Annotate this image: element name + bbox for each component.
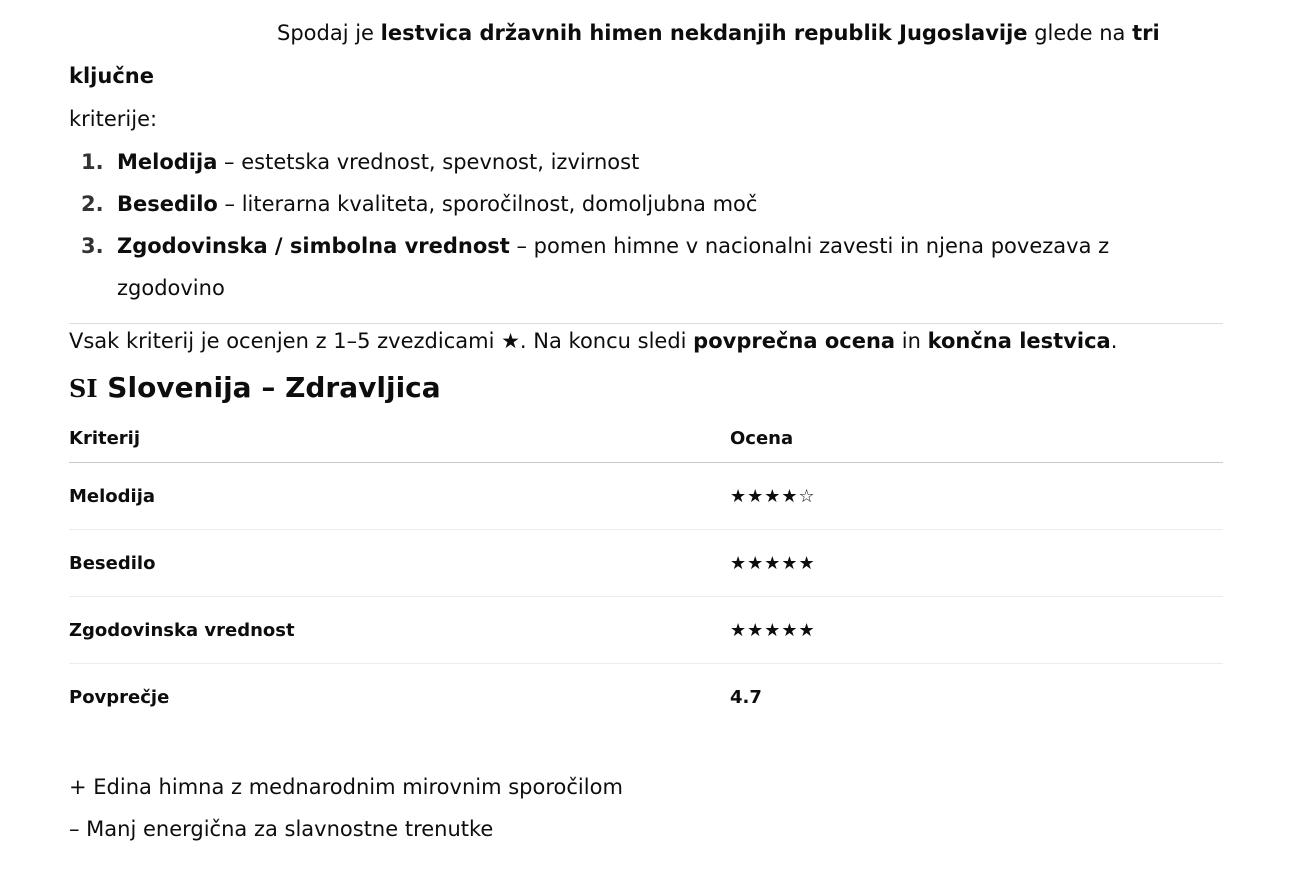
intro-line-2: kriterije: xyxy=(69,107,158,131)
summary-paragraph xyxy=(69,320,1223,362)
column-header-criterion: Kriterij xyxy=(69,414,730,463)
summary-text-3: . xyxy=(1110,329,1118,353)
criterion-cell: Zgodovinska vrednost xyxy=(69,597,730,664)
section-title-text: Slovenija – Zdravljica xyxy=(97,371,441,404)
intro-text-1: Spodaj je xyxy=(277,21,381,45)
slovenia-flag-icon: SI xyxy=(69,374,98,403)
intro-text-2: glede na xyxy=(1027,21,1133,45)
list-number: 1. xyxy=(81,150,104,174)
ratings-table xyxy=(69,414,1223,730)
section-divider xyxy=(69,323,1223,324)
criterion-cell: Melodija xyxy=(69,463,730,530)
document-content xyxy=(69,0,1223,841)
table-row xyxy=(69,597,1223,664)
notes-block xyxy=(69,766,623,850)
average-rating: 4.7 xyxy=(730,686,762,708)
table-row xyxy=(69,664,1223,731)
criteria-desc: – estetska vrednost, spevnost, izvirnost xyxy=(217,150,640,174)
summary-text-2: in xyxy=(895,329,928,353)
criteria-name: Besedilo xyxy=(117,192,218,216)
criteria-desc: – pomen himne v nacionalni zavesti in njena povezava z zgodovino xyxy=(117,234,1110,300)
summary-text-1: Vsak kriterij je ocenjen z 1–5 zvezdicami ★. Na koncu sledi xyxy=(69,329,694,353)
rating-stars: ★★★★★ xyxy=(730,530,1223,597)
pro-note: + Edina himna z mednarodnim mirovnim sporočilom xyxy=(69,775,623,799)
section-heading xyxy=(69,366,441,411)
criteria-name: Zgodovinska / simbolna vrednost xyxy=(117,234,510,258)
table-row xyxy=(69,463,1223,530)
rating-stars: ★★★★☆ xyxy=(730,463,1223,530)
criteria-item xyxy=(69,225,1223,309)
criterion-cell: Besedilo xyxy=(69,530,730,597)
criteria-list xyxy=(69,141,1223,309)
criteria-name: Melodija xyxy=(117,150,218,174)
criteria-desc: – literarna kvaliteta, sporočilnost, domoljubna moč xyxy=(217,192,758,216)
table-header-row xyxy=(69,414,1223,463)
column-header-rating: Ocena xyxy=(730,414,1223,463)
table-row xyxy=(69,530,1223,597)
intro-bold-2: tri ključne xyxy=(69,21,1160,88)
list-number: 3. xyxy=(81,234,104,258)
criteria-item xyxy=(69,141,1223,183)
intro-bold-1: lestvica državnih himen nekdanjih republik Jugoslavije xyxy=(380,21,1028,45)
rating-stars: ★★★★★ xyxy=(730,597,1223,664)
list-number: 2. xyxy=(81,192,104,216)
summary-bold-1: povprečna ocena xyxy=(693,329,896,353)
intro-paragraph xyxy=(69,0,1223,141)
criteria-item xyxy=(69,183,1223,225)
criterion-cell: Povprečje xyxy=(69,686,170,708)
summary-bold-2: končna lestvica xyxy=(927,329,1111,353)
con-note: – Manj energična za slavnostne trenutke xyxy=(69,817,494,841)
